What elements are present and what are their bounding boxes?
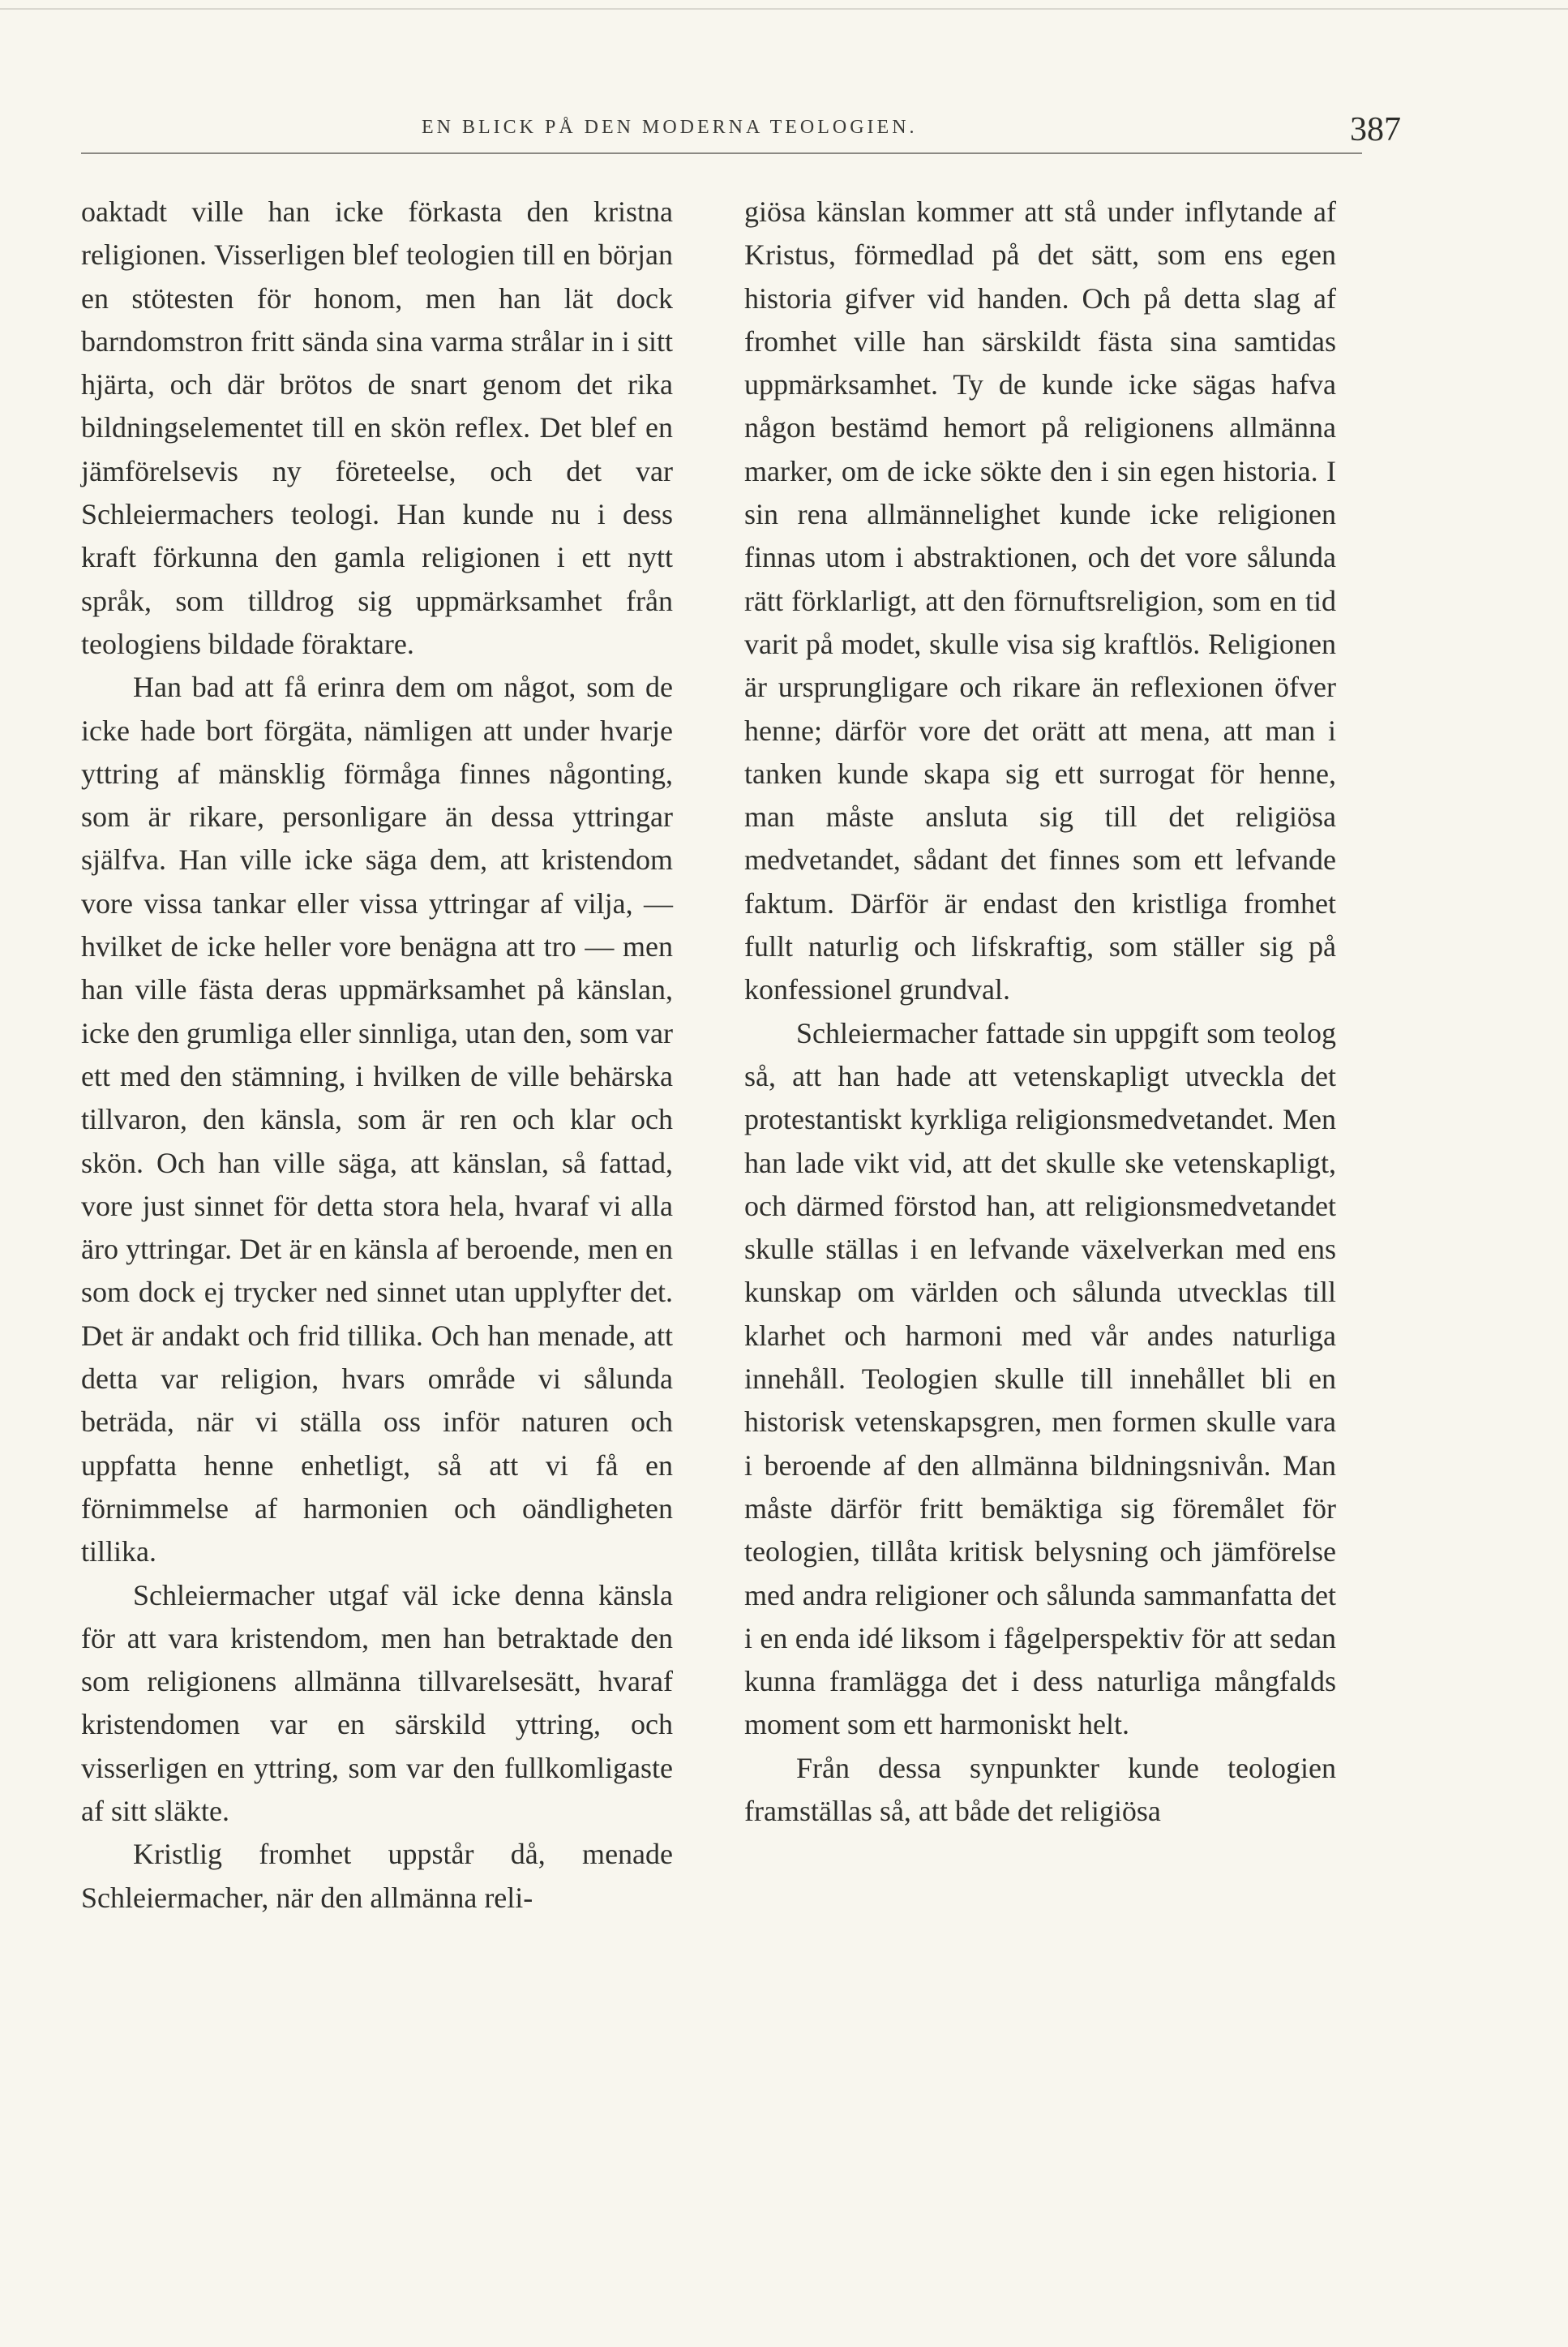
header-rule [81,152,1362,154]
page-header [81,105,1401,162]
paragraph-left-4: Kristlig fromhet uppstår då, menade Schleiermacher, när den allmänna reli- [81,1838,673,1914]
paragraph-left-2: Han bad att få erinra dem om något, som de icke hade bort förgäta, nämligen att under hvarje yttring af mänsklig förmåga finnes någonting, som är rikare, personligare än dessa yttringar själfva. Han ville icke säga dem, att kristendom vore vissa tankar eller vissa yttringar af vilja, — hvilket de icke heller vore benägna att tro — men han ville fästa deras uppmärksamhet på känslan, icke den grumliga eller sinnliga, utan den, som var ett med den stämning, i hvilken de ville behärska tillvaron, den känsla, som är ren och klar och skön. Och han ville säga, att känslan, så fattad, vore just sinnet för detta stora hela, hvaraf vi alla äro yttringar. Det är en känsla af beroende, men en som dock ej trycker ned sinnet utan upplyfter det. Det är andakt och frid tillika. Och han menade, att detta var religion, hvars område vi sålunda beträda, när vi ställa oss inför naturen och uppfatta henne enhetligt, så att vi få en förnimmelse af harmonien och oändligheten tillika. [81,671,673,1568]
paragraph-right-1: giösa känslan kommer att stå under inflytande af Kristus, förmedlad på det sätt, som ens egen historia gifver vid handen. Och på detta slag af fromhet ville han särskildt fästa sina samtidas uppmärksamhet. Ty de kunde icke sägas hafva någon bestämd hemort på religionens allmänna marker, om de icke sökte den i sin egen historia. I sin rena allmännelighet kunde icke religionen finnas utom i abstraktionen, och det vore sålunda rätt förklarligt, att den förnuftsreligion, som en tid varit på modet, skulle visa sig kraftlös. Religionen är ursprungligare och rikare än reflexionen öfver henne; därför vore det orätt att mena, att man i tanken kunde skapa sig ett surrogat för henne, man måste ansluta sig till det religiösa medvetandet, sådant det finnes som ett lefvande faktum. Därför är endast den kristliga fromhet fullt naturlig och lifskraftig, som ställer sig på konfessionel grundval. [744,195,1336,1006]
paragraph-right-3: Från dessa synpunkter kunde teologien framställas så, att både det religiösa [744,1751,1336,1827]
right-column [744,191,1336,1833]
running-head: EN BLICK PÅ DEN MODERNA TEOLOGIEN. [422,117,918,138]
page-number: 387 [1350,111,1401,148]
paragraph-left-3: Schleiermacher utgaf väl icke denna känsla för att vara kristendom, men han betraktade den som religionens allmänna tillvarelsesätt, hvaraf kristendomen var en särskild yttring, och visserligen en yttring, som var den fullkomligaste af sitt släkte. [81,1578,673,1827]
left-column [81,191,673,1920]
paragraph-left-1: oaktadt ville han icke förkasta den kristna religionen. Visserligen blef teologien till en början en stötesten för honom, men han lät dock barndomstron fritt sända sina varma strålar in i sitt hjärta, och där brötos de snart genom det rika bildningselementet till en skön reflex. Det blef en jämförelsevis ny företeelse, och det var Schleiermachers teologi. Han kunde nu i dess kraft förkunna den gamla religionen i ett nytt språk, som tilldrog sig uppmärksamhet från teologiens bildade föraktare. [81,195,673,660]
scan-edge-line [0,8,1568,10]
paragraph-right-2: Schleiermacher fattade sin uppgift som teolog så, att han hade att vetenskapligt utveckla det protestantiskt kyrkliga religionsmedvetandet. Men han lade vikt vid, att det skulle ske vetenskapligt, och därmed förstod han, att religionsmedvetandet skulle ställas i en lefvande växelverkan med ens kunskap om världen och sålunda utvecklas till klarhet och harmoni med vår andes naturliga innehåll. Teologien skulle till innehållet bli en historisk vetenskapsgren, men formen skulle vara i beroende af den allmänna bildningsnivån. Man måste därför fritt bemäktiga sig föremålet för teologien, tillåta kritisk belysning och jämförelse med andra religioner och sålunda sammanfatta det i en enda idé liksom i fågelperspektiv för att sedan kunna framlägga det i dess naturliga mångfalds moment som ett harmoniskt helt. [744,1016,1336,1741]
